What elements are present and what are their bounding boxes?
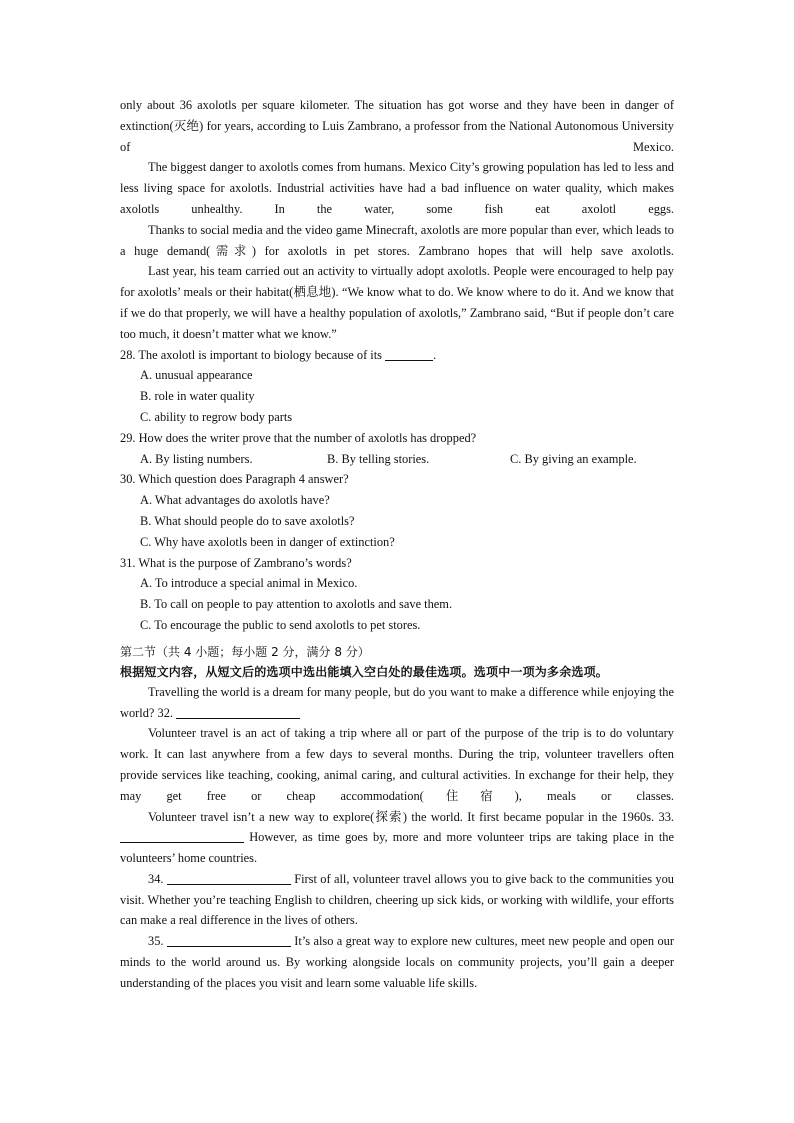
section-2-heading: 第二节（共 4 小题；每小题 2 分，满分 8 分） bbox=[120, 644, 370, 659]
answer-blank-33[interactable] bbox=[120, 829, 244, 843]
section-2-instruction: 根据短文内容，从短文后的选项中选出能填入空白处的最佳选项。选项中一项为多余选项。 bbox=[120, 664, 609, 679]
answer-blank-35[interactable] bbox=[167, 933, 291, 947]
answer-blank-28[interactable] bbox=[385, 347, 433, 361]
question-29-option-b[interactable]: B. By telling stories. bbox=[327, 451, 430, 466]
question-30-option-a[interactable]: A. What advantages do axolotls have? bbox=[140, 493, 330, 508]
question-28: 28. The axolotl is important to biology because of its . A. unusual appearance B. role in water quality C. ability to regrow body parts bbox=[120, 345, 674, 428]
question-29-option-a[interactable]: A. By listing numbers. bbox=[140, 451, 253, 466]
answer-blank-34[interactable] bbox=[167, 871, 291, 885]
question-28-option-a[interactable]: A. unusual appearance bbox=[140, 368, 253, 383]
question-30-option-c[interactable]: C. Why have axolotls been in danger of extinction? bbox=[140, 534, 395, 549]
cloze-paragraph-2: Volunteer travel is an act of taking a trip where all or part of the purpose of the trip is to do voluntary work. It can last anywhere from a few days to several months. During the trip, volunteer travellers often provide services like teaching, cooking, animal caring, and cultural activities. In exchange for their help, they may get free or cheap accommodation(住宿), meals or classes. bbox=[120, 726, 674, 803]
question-31-option-b[interactable]: B. To call on people to pay attention to axolotls and save them. bbox=[140, 597, 453, 612]
question-31-option-c[interactable]: C. To encourage the public to send axolotls to pet stores. bbox=[140, 617, 421, 632]
passage-paragraph-1: only about 36 axolotls per square kilometer. The situation has got worse and they have been in danger of extinction(灭绝) for years, according to Luis Zambrano, a professor from the National Autonomous University of Mexico. bbox=[120, 98, 674, 154]
exam-page bbox=[120, 95, 674, 994]
question-29-options bbox=[120, 449, 674, 470]
question-31-stem: 31. What is the purpose of Zambrano’s words? bbox=[120, 555, 352, 570]
question-31-option-a[interactable]: A. To introduce a special animal in Mexico. bbox=[140, 576, 358, 591]
question-29 bbox=[120, 428, 674, 470]
question-28-stem: 28. The axolotl is important to biology because of its bbox=[120, 347, 382, 362]
question-28-option-b[interactable]: B. role in water quality bbox=[140, 389, 255, 404]
question-30 bbox=[120, 469, 674, 552]
cloze-paragraph-3: Volunteer travel isn’t a new way to explore(探索) the world. It first became popular in the 1960s. 33. However, as time goes by, more and more volunteer trips are taking place in the volunteers’ home countries. bbox=[120, 809, 674, 866]
question-31 bbox=[120, 553, 674, 636]
cloze-paragraph-5: 35. It’s also a great way to explore new cultures, meet new people and open our minds to the world around us. By working alongside locals on community projects, you’ll gain a deeper understanding of the places you visit and learn some valuable life skills. bbox=[120, 934, 675, 990]
question-29-option-c[interactable]: C. By giving an example. bbox=[510, 451, 637, 466]
question-30-stem: 30. Which question does Paragraph 4 answer? bbox=[120, 472, 349, 487]
question-30-option-b[interactable]: B. What should people do to save axolotls? bbox=[140, 513, 355, 528]
passage-paragraph-2: The biggest danger to axolotls comes from humans. Mexico City’s growing population has led to less and less living space for axolotls. Industrial activities have had a bad influence on water quality, which makes axolotls unhealthy. In the water, some fish eat axolotl eggs. bbox=[120, 160, 674, 216]
question-28-option-c[interactable]: C. ability to regrow body parts bbox=[140, 409, 293, 424]
passage-paragraph-3: Thanks to social media and the video game Minecraft, axolotls are more popular than ever, which leads to a huge demand(需求) for axolotls in pet stores. Zambrano hopes that will help save axolotls. bbox=[120, 222, 674, 258]
answer-blank-32[interactable] bbox=[176, 705, 300, 719]
cloze-paragraph-4: 34. First of all, volunteer travel allows you to give back to the communities you visit. Whether you’re teaching English to children, cheering up sick kids, or working with wildlife, your efforts can make a real difference in the lives of others. bbox=[120, 871, 674, 928]
question-29-stem: 29. How does the writer prove that the number of axolotls has dropped? bbox=[120, 430, 477, 445]
cloze-paragraph-1: Travelling the world is a dream for many people, but do you want to make a difference while enjoying the world? 32. bbox=[120, 684, 674, 720]
passage-paragraph-4: Last year, his team carried out an activity to virtually adopt axolotls. People were encouraged to help pay for axolotls’ meals or their habitat(栖息地). “We know what to do. We know where to do it. And we know that if we do that properly, we will have a healthy population of axolotls,” Zambrano said, “But if people don’t care too much, it doesn’t matter what we know.” bbox=[120, 264, 674, 341]
